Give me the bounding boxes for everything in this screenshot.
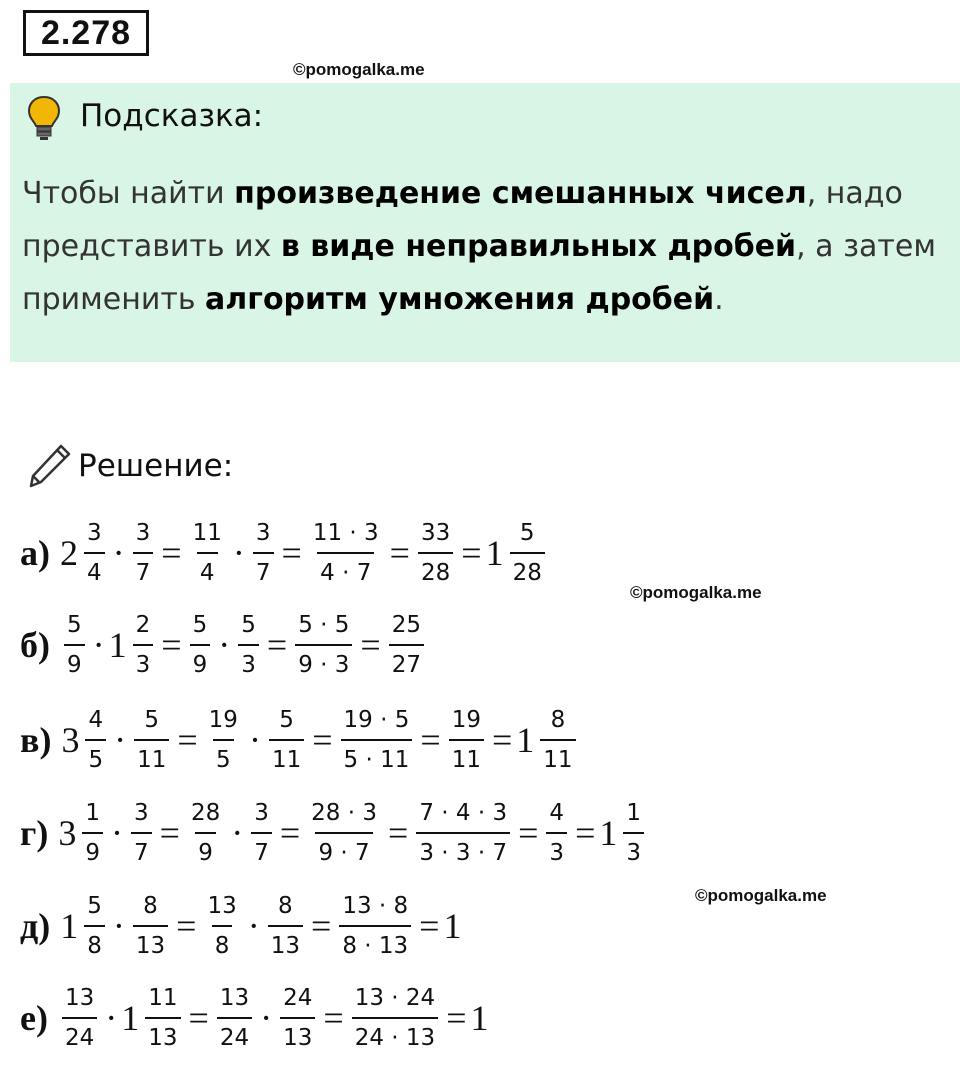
operator: · bbox=[260, 998, 273, 1038]
numerator: 19 bbox=[451, 707, 481, 733]
fraction bbox=[217, 983, 252, 1053]
denominator: 3 bbox=[133, 644, 154, 680]
denominator: 9 bbox=[195, 832, 216, 868]
numerator: 1 bbox=[626, 800, 642, 826]
equation-row bbox=[20, 983, 491, 1053]
equation-label: г) bbox=[20, 813, 49, 853]
denominator: 13 bbox=[268, 925, 303, 961]
numerator: 11 · 3 bbox=[312, 520, 379, 546]
fraction bbox=[416, 798, 510, 868]
hint-bold-phrase: в виде неправильных дробей bbox=[280, 229, 797, 264]
denominator: 9 · 3 bbox=[295, 644, 352, 680]
operator: = bbox=[177, 720, 198, 760]
numerator: 33 bbox=[420, 520, 451, 546]
denominator: 3 · 3 · 7 bbox=[416, 832, 510, 868]
fraction bbox=[623, 798, 644, 868]
operator: · bbox=[112, 906, 125, 946]
numerator: 3 bbox=[255, 520, 271, 546]
fraction bbox=[133, 610, 154, 680]
fraction bbox=[268, 891, 303, 961]
numerator: 2 bbox=[135, 612, 151, 638]
fraction bbox=[134, 705, 169, 775]
numerator: 11 bbox=[192, 520, 222, 546]
denominator: 24 bbox=[62, 1017, 97, 1053]
operator: · bbox=[248, 720, 261, 760]
numerator: 5 · 5 bbox=[298, 612, 350, 638]
equation-label: а) bbox=[20, 533, 50, 573]
numerator: 5 bbox=[87, 893, 102, 919]
denominator: 9 bbox=[64, 644, 85, 680]
operator: = bbox=[161, 533, 182, 573]
numerator: 13 · 24 bbox=[354, 985, 436, 1011]
denominator: 4 bbox=[84, 552, 105, 588]
operator: · bbox=[114, 720, 127, 760]
fraction bbox=[82, 798, 103, 868]
denominator: 7 bbox=[131, 832, 152, 868]
whole-number: 1 bbox=[485, 533, 504, 573]
numerator: 8 bbox=[278, 893, 293, 919]
whole-number: 1 bbox=[516, 720, 535, 760]
operator: = bbox=[360, 625, 381, 665]
fraction bbox=[295, 610, 352, 680]
denominator: 24 · 13 bbox=[352, 1017, 438, 1053]
operator: = bbox=[161, 625, 182, 665]
numerator: 3 bbox=[254, 800, 269, 826]
numerator: 5 bbox=[241, 612, 256, 638]
numerator: 5 bbox=[192, 612, 208, 638]
fraction bbox=[389, 610, 424, 680]
hint-box bbox=[10, 83, 960, 362]
operator: = bbox=[491, 720, 513, 760]
numerator: 5 bbox=[519, 520, 535, 546]
fraction bbox=[339, 891, 411, 961]
numerator: 13 bbox=[207, 893, 237, 919]
denominator: 7 bbox=[253, 552, 274, 588]
fraction bbox=[251, 798, 272, 868]
fraction bbox=[131, 798, 152, 868]
operator: = bbox=[461, 533, 482, 573]
operator: = bbox=[266, 625, 288, 665]
denominator: 7 bbox=[133, 552, 154, 588]
operator: · bbox=[218, 625, 231, 665]
fraction bbox=[341, 705, 413, 775]
denominator: 11 bbox=[134, 739, 169, 775]
denominator: 9 bbox=[82, 832, 103, 868]
pencil-icon bbox=[25, 442, 73, 490]
hint-bold-phrase: алгоритм умножения дробей bbox=[205, 282, 715, 317]
equation-label: б) bbox=[20, 625, 50, 665]
whole-number: 3 bbox=[58, 813, 77, 853]
denominator: 28 bbox=[418, 552, 453, 588]
denominator: 5 · 11 bbox=[341, 739, 413, 775]
operator: = bbox=[575, 813, 596, 853]
numerator: 1 bbox=[85, 800, 100, 826]
fraction bbox=[204, 891, 239, 961]
numerator: 5 bbox=[67, 612, 82, 638]
fraction bbox=[540, 705, 575, 775]
fraction bbox=[190, 610, 211, 680]
operator: = bbox=[311, 906, 332, 946]
fraction bbox=[206, 705, 241, 775]
denominator: 8 bbox=[84, 925, 105, 961]
fraction bbox=[64, 610, 85, 680]
fraction bbox=[190, 518, 225, 588]
denominator: 11 bbox=[449, 739, 484, 775]
operator: = bbox=[312, 720, 333, 760]
numerator: 8 bbox=[550, 707, 566, 733]
lightbulb-icon bbox=[26, 95, 62, 141]
numerator: 13 · 8 bbox=[342, 893, 409, 919]
fraction bbox=[269, 705, 304, 775]
fraction bbox=[280, 983, 315, 1053]
denominator: 13 bbox=[145, 1017, 180, 1053]
fraction bbox=[253, 518, 274, 588]
numerator: 3 bbox=[87, 520, 102, 546]
denominator: 24 bbox=[217, 1017, 252, 1053]
fraction bbox=[133, 518, 154, 588]
denominator: 3 bbox=[623, 832, 644, 868]
hint-text-part: , надо представить их bbox=[22, 176, 903, 264]
operator: · bbox=[105, 998, 118, 1038]
operator: = bbox=[518, 813, 539, 853]
numerator: 3 bbox=[133, 800, 149, 826]
whole-number: 2 bbox=[60, 533, 78, 573]
numerator: 28 · 3 bbox=[311, 800, 378, 826]
denominator: 8 · 13 bbox=[339, 925, 411, 961]
operator: · bbox=[110, 813, 123, 853]
hint-text-part: . bbox=[714, 282, 724, 317]
operator: · bbox=[112, 533, 125, 573]
watermark: ©pomogalka.me bbox=[630, 583, 762, 602]
numerator: 7 · 4 · 3 bbox=[419, 800, 508, 826]
whole-number: 1 bbox=[108, 625, 127, 665]
fraction bbox=[308, 798, 380, 868]
numerator: 13 bbox=[219, 985, 250, 1011]
operator: · bbox=[232, 533, 245, 573]
denominator: 4 bbox=[197, 552, 218, 588]
numerator: 24 bbox=[283, 985, 313, 1011]
denominator: 8 bbox=[212, 925, 233, 961]
numerator: 25 bbox=[391, 612, 421, 638]
operator: = bbox=[389, 533, 410, 573]
denominator: 27 bbox=[389, 644, 424, 680]
fraction bbox=[546, 798, 567, 868]
fraction bbox=[238, 610, 259, 680]
operator: = bbox=[188, 998, 209, 1038]
equation-label: в) bbox=[20, 720, 52, 760]
numerator: 11 bbox=[148, 985, 178, 1011]
fraction bbox=[84, 518, 105, 588]
operator: = bbox=[388, 813, 409, 853]
numerator: 28 bbox=[190, 800, 221, 826]
denominator: 4 · 7 bbox=[317, 552, 374, 588]
fraction bbox=[510, 518, 545, 588]
operator: = bbox=[279, 813, 301, 853]
fraction bbox=[84, 891, 105, 961]
denominator: 5 bbox=[213, 739, 234, 775]
operator: = bbox=[419, 906, 440, 946]
numerator: 19 · 5 bbox=[343, 707, 410, 733]
operator: · bbox=[247, 906, 260, 946]
operator: = bbox=[446, 998, 467, 1038]
equation-row bbox=[20, 705, 580, 775]
fraction bbox=[188, 798, 223, 868]
watermark: ©pomogalka.me bbox=[695, 886, 827, 905]
numerator: 5 bbox=[144, 707, 160, 733]
numerator: 3 bbox=[135, 520, 151, 546]
fraction bbox=[310, 518, 382, 588]
whole-number: 1 bbox=[121, 998, 140, 1038]
denominator: 11 bbox=[269, 739, 304, 775]
denominator: 5 bbox=[85, 739, 106, 775]
denominator: 11 bbox=[540, 739, 575, 775]
hint-bold-phrase: произведение смешанных чисел bbox=[234, 176, 807, 211]
denominator: 7 bbox=[251, 832, 272, 868]
numerator: 8 bbox=[143, 893, 158, 919]
numerator: 5 bbox=[279, 707, 294, 733]
fraction bbox=[352, 983, 438, 1053]
whole-number: 3 bbox=[61, 720, 80, 760]
denominator: 3 bbox=[546, 832, 567, 868]
numerator: 4 bbox=[549, 800, 565, 826]
denominator: 13 bbox=[133, 925, 168, 961]
whole-number: 1 bbox=[443, 906, 462, 946]
denominator: 9 bbox=[190, 644, 211, 680]
hint-title: Подсказка: bbox=[80, 98, 264, 134]
fraction bbox=[418, 518, 453, 588]
operator: = bbox=[281, 533, 302, 573]
task-number: 2.278 bbox=[23, 10, 149, 56]
equation-row bbox=[20, 891, 463, 961]
fraction bbox=[85, 705, 106, 775]
fraction bbox=[133, 891, 168, 961]
equation-label: д) bbox=[20, 906, 51, 946]
operator: · bbox=[92, 625, 105, 665]
equation-row bbox=[20, 798, 648, 868]
denominator: 13 bbox=[280, 1017, 315, 1053]
operator: = bbox=[159, 813, 180, 853]
watermark: ©pomogalka.me bbox=[293, 60, 425, 79]
operator: = bbox=[420, 720, 441, 760]
equation-row bbox=[20, 518, 549, 588]
denominator: 28 bbox=[510, 552, 545, 588]
numerator: 19 bbox=[208, 707, 238, 733]
operator: = bbox=[323, 998, 344, 1038]
whole-number: 1 bbox=[470, 998, 489, 1038]
numerator: 4 bbox=[88, 707, 104, 733]
fraction bbox=[62, 983, 97, 1053]
solution-title: Решение: bbox=[78, 448, 234, 484]
whole-number: 1 bbox=[60, 906, 79, 946]
hint-text-part: , а затем применить bbox=[22, 229, 936, 317]
hint-text bbox=[22, 167, 952, 326]
operator: · bbox=[231, 813, 244, 853]
fraction bbox=[145, 983, 180, 1053]
operator: = bbox=[176, 906, 197, 946]
whole-number: 1 bbox=[599, 813, 618, 853]
numerator: 13 bbox=[64, 985, 95, 1011]
equation-label: е) bbox=[20, 998, 48, 1038]
equation-row bbox=[20, 610, 428, 680]
denominator: 9 · 7 bbox=[315, 832, 372, 868]
hint-text-part: Чтобы найти bbox=[22, 176, 235, 211]
denominator: 3 bbox=[238, 644, 259, 680]
fraction bbox=[449, 705, 484, 775]
